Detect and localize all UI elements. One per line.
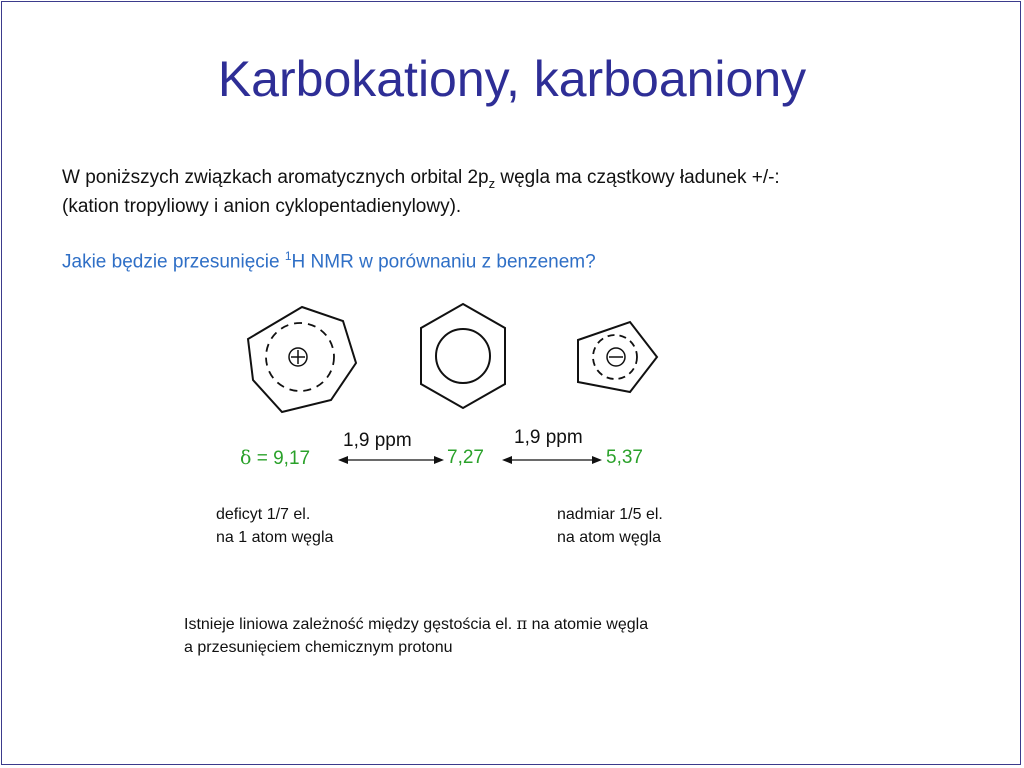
intro-line-2: (kation tropyliowy i anion cyklopentadienylowy). [62,196,462,217]
double-arrow-2 [500,452,605,468]
pi-symbol: π [516,614,528,633]
conclusion-text-a: Istnieje liniowa zależność między gęstościa el. [184,616,517,633]
aromatic-circle [436,329,490,383]
diff-label-2: 1,9 ppm [514,427,583,448]
intro-subscript: z [488,175,496,191]
hexagon-ring [421,304,505,408]
conclusion-line-2: a przesunięciem chemicznym protonu [184,639,453,656]
delta-symbol: δ [240,447,252,469]
note-left [216,503,333,549]
benzene-diagram [415,300,515,415]
plus-in-circle-icon [289,348,307,366]
note-left-line-2: na 1 atom węgla [216,529,334,546]
minus-in-circle-icon [607,348,625,366]
cyclopentadienyl-anion-diagram [570,315,665,395]
tropylium-cation-diagram [240,298,365,423]
question [62,249,596,273]
diff-label-1: 1,9 ppm [343,430,412,451]
tropylium-shift [240,447,310,470]
conclusion-text-b: na atomie węgla [527,616,649,633]
tropylium-shift-value: = 9,17 [251,448,311,469]
question-text-b: H NMR w porównaniu z benzenem? [291,251,596,273]
cp-shift: 5,37 [606,447,643,468]
benzene-shift: 7,27 [447,447,484,468]
conclusion-line-1 [184,612,648,636]
slide-title: Karbokationy, karboaniony [217,51,807,107]
note-right-line-2: na atom węgla [557,529,662,546]
note-left-line-1: deficyt 1/7 el. [216,506,311,523]
conclusion [184,612,648,659]
question-text-a: Jakie będzie przesunięcie [62,251,285,273]
note-right [557,503,663,549]
intro-text-b: węgla ma cząstkowy ładunek +/-: [495,167,780,188]
intro-line-1 [62,166,780,196]
intro-text-a: W poniższych związkach aromatycznych orbital 2p [62,167,489,188]
question-superscript: 1 [284,249,292,263]
note-right-line-1: nadmiar 1/5 el. [557,506,663,523]
double-arrow-1 [336,452,446,468]
